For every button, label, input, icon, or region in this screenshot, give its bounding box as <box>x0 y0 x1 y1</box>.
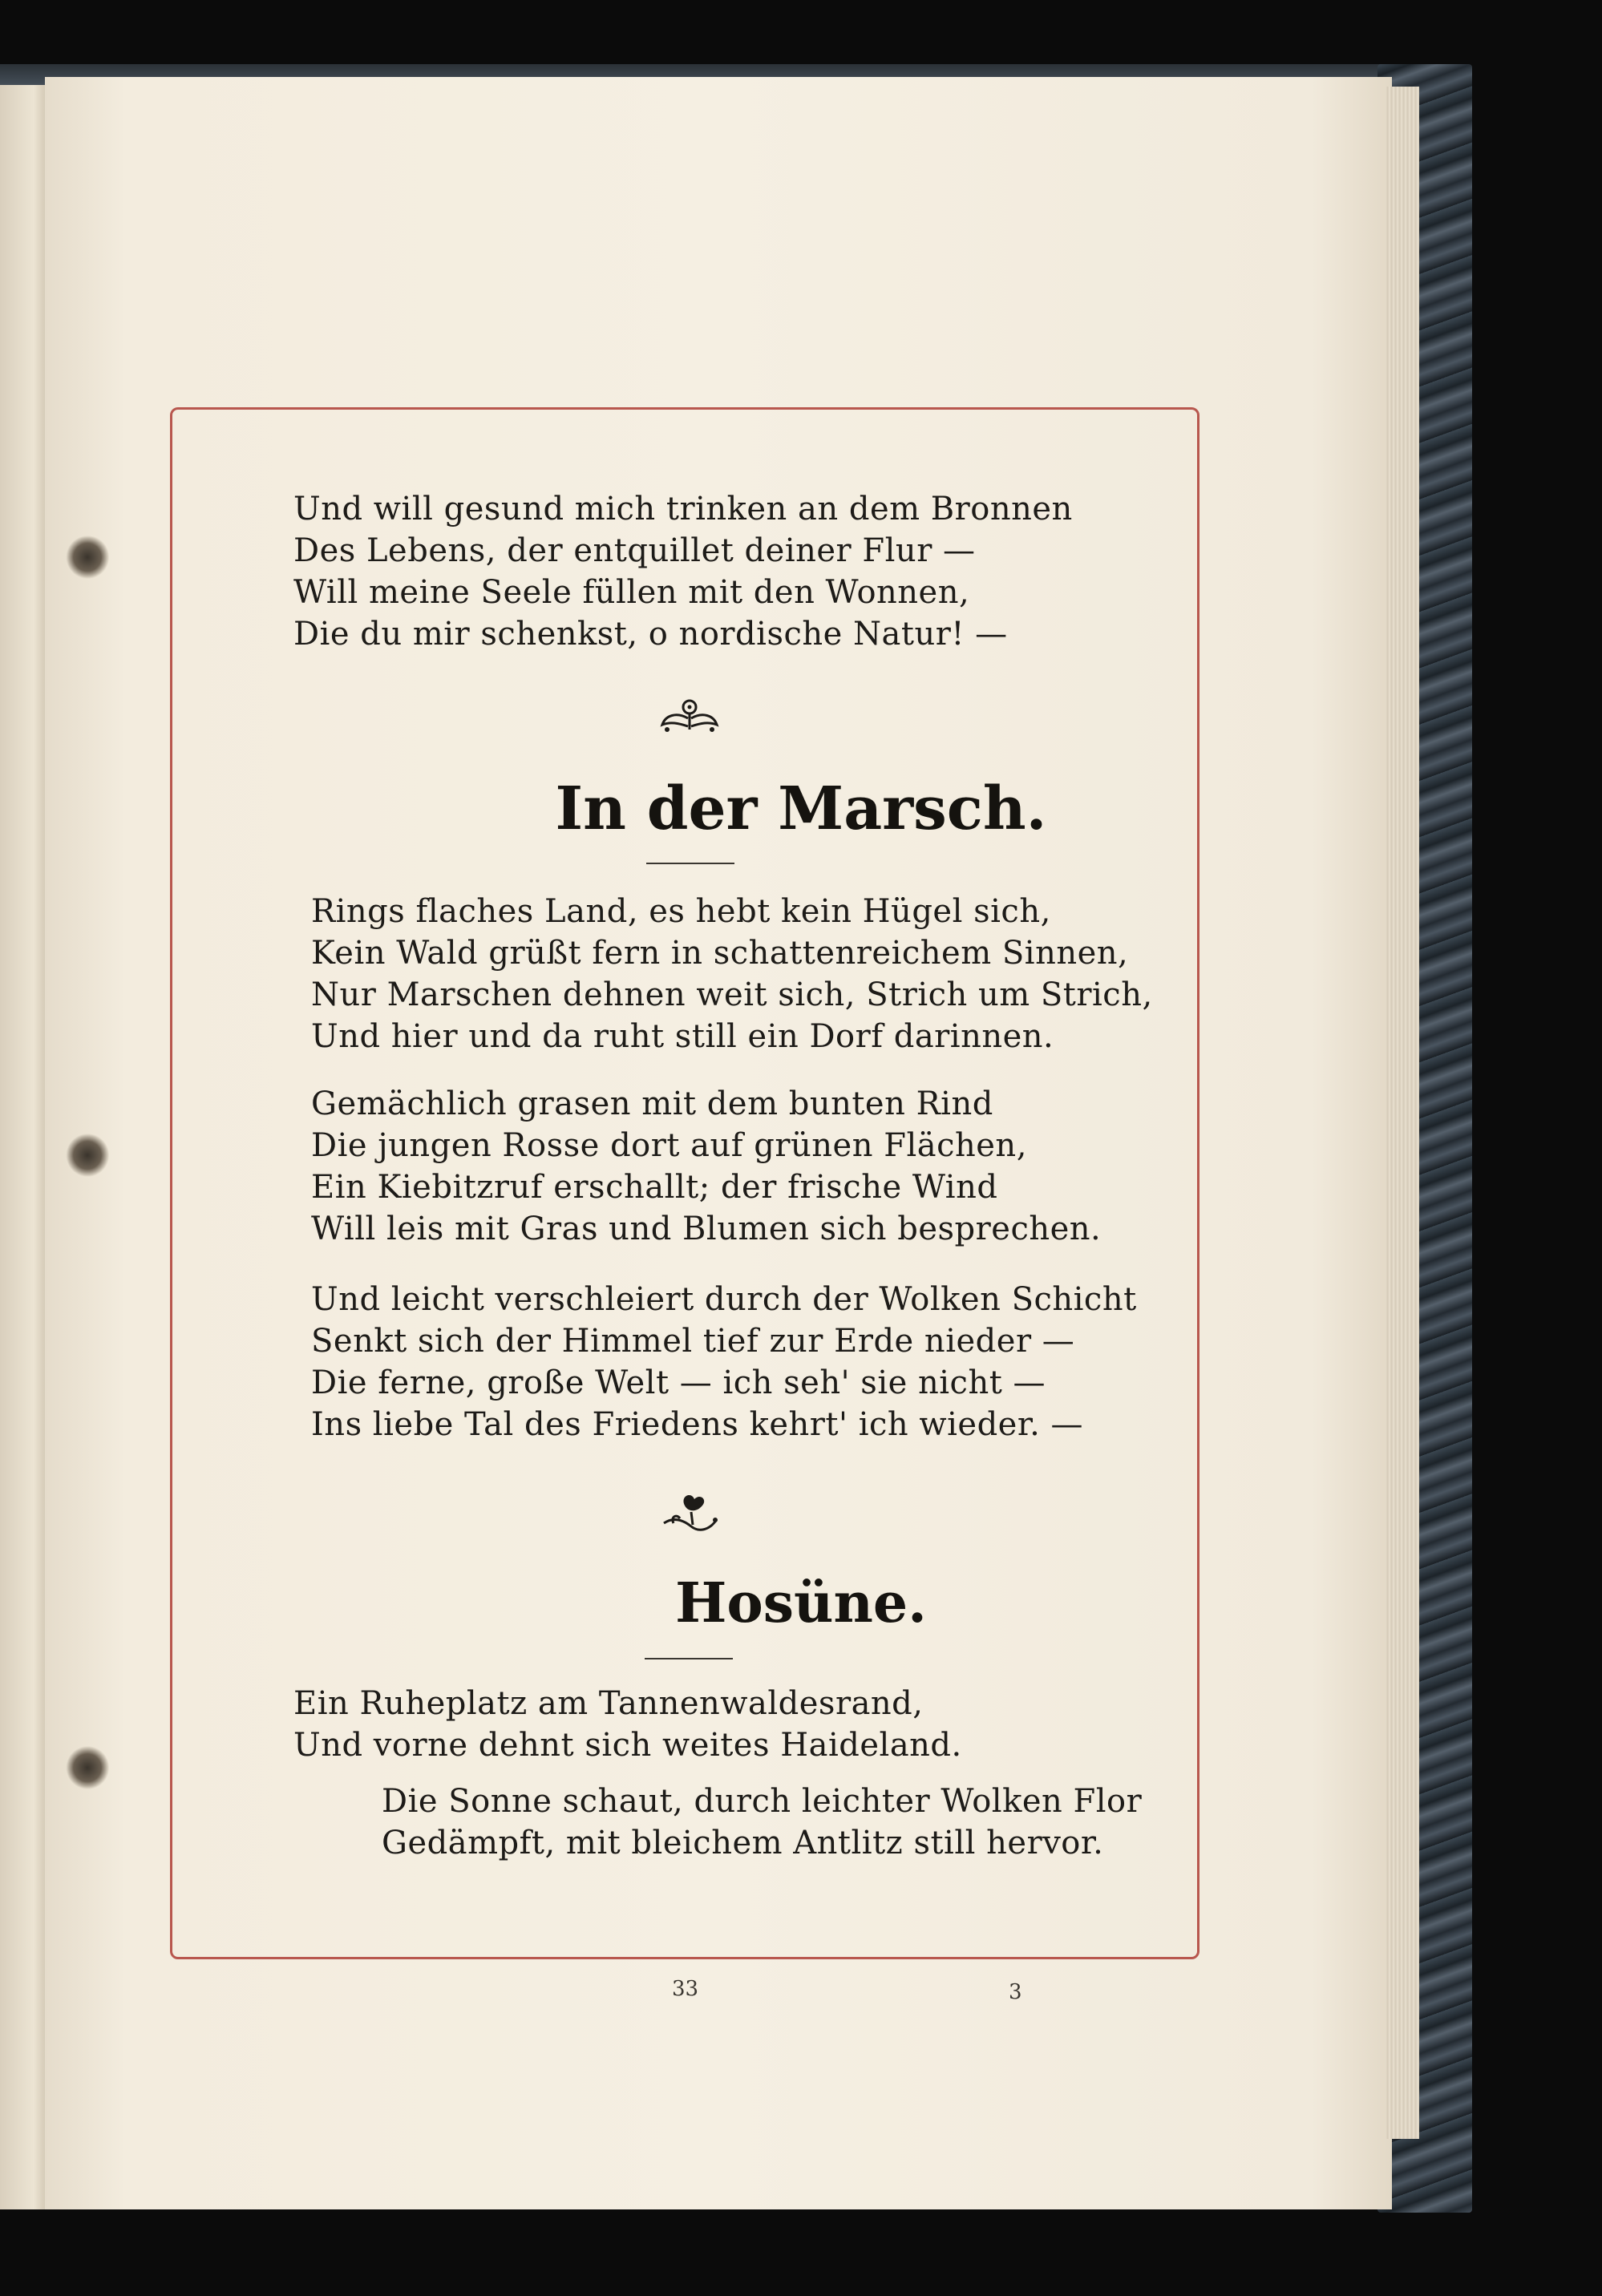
poem1-line: Und leicht verschleiert durch der Wolken Schicht <box>311 1281 1137 1318</box>
poem1-line: Die ferne, große Welt — ich seh' sie nicht — <box>311 1364 1046 1401</box>
facing-page-edge <box>0 85 48 2209</box>
poem2-indented-line: Die Sonne schaut, durch leichter Wolken Flor <box>382 1783 1143 1820</box>
poem2-line: Ein Ruheplatz am Tannenwaldesrand, <box>293 1685 924 1722</box>
poem1-line: Und hier und da ruht still ein Dorf darinnen. <box>311 1018 1054 1055</box>
poem1-line: Gemächlich grasen mit dem bunten Rind <box>311 1085 993 1122</box>
poem-title-hosuene: Hosüne. <box>675 1571 927 1635</box>
stanza-top-line: Die du mir schenkst, o nordische Natur! — <box>293 616 1008 653</box>
floral-ornament-icon <box>656 694 723 736</box>
poem2-line: Und vorne dehnt sich weites Haideland. <box>293 1727 962 1764</box>
poem-title-in-der-marsch: In der Marsch. <box>555 774 1047 843</box>
poem1-line: Will leis mit Gras und Blumen sich besprechen. <box>311 1211 1102 1247</box>
poem1-line: Rings flaches Land, es hebt kein Hügel sich, <box>311 893 1051 930</box>
signature-mark: 3 <box>1009 1980 1022 2004</box>
binding-hole <box>66 536 109 579</box>
stanza-top-line: Und will gesund mich trinken an dem Bronnen <box>293 491 1073 528</box>
binding-hole <box>66 1134 109 1177</box>
title-rule <box>645 1658 733 1659</box>
stanza-top-line: Des Lebens, der entquillet deiner Flur — <box>293 532 976 569</box>
vine-ornament-icon <box>656 1488 723 1534</box>
binding-hole <box>66 1746 109 1789</box>
page-stack-edge <box>1386 87 1419 2139</box>
poem1-line: Die jungen Rosse dort auf grünen Flächen, <box>311 1127 1027 1164</box>
poem1-line: Nur Marschen dehnen weit sich, Strich um Strich, <box>311 976 1153 1013</box>
page-number: 33 <box>672 1977 699 2001</box>
poem1-line: Ins liebe Tal des Friedens kehrt' ich wieder. — <box>311 1406 1084 1443</box>
title-rule <box>646 863 734 864</box>
poem2-indented-line: Gedämpft, mit bleichem Antlitz still hervor. <box>382 1825 1104 1861</box>
stanza-top-line: Will meine Seele füllen mit den Wonnen, <box>293 574 970 611</box>
poem1-line: Senkt sich der Himmel tief zur Erde nieder — <box>311 1323 1075 1360</box>
poem1-line: Kein Wald grüßt fern in schattenreichem Sinnen, <box>311 935 1129 972</box>
poem1-line: Ein Kiebitzruf erschallt; der frische Wind <box>311 1169 998 1206</box>
